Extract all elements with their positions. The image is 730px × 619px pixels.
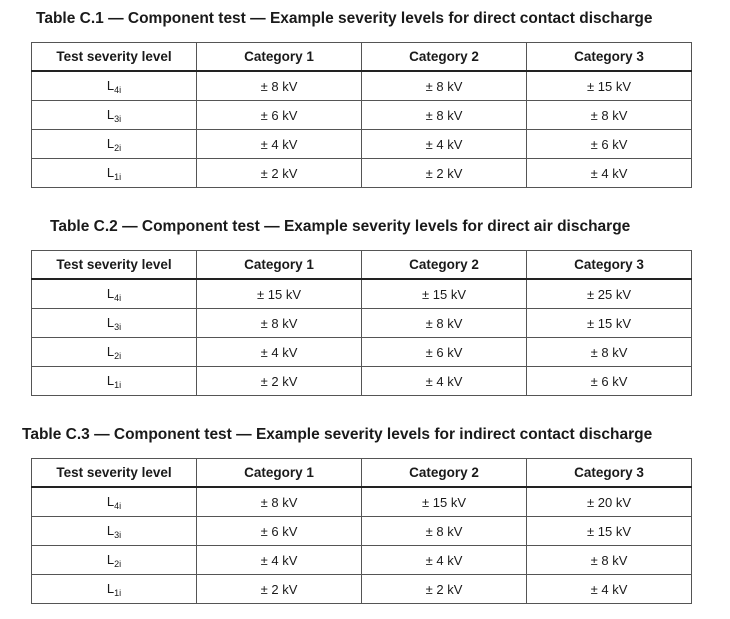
table-row [32, 309, 692, 338]
category-1-cell: ± 4 kV [197, 338, 362, 367]
category-1-cell: ± 15 kV [197, 279, 362, 309]
header-row [32, 459, 692, 488]
header-category-1: Category 1 [197, 251, 362, 280]
header-category-3: Category 3 [527, 251, 692, 280]
table-row [32, 159, 692, 188]
table-row [32, 338, 692, 367]
category-1-cell: ± 2 kV [197, 367, 362, 396]
table-c3 [31, 458, 692, 604]
category-2-cell: ± 15 kV [362, 487, 527, 517]
table-row [32, 101, 692, 130]
severity-level-cell: $L_{2i}$ [32, 130, 197, 159]
category-2-cell: ± 8 kV [362, 101, 527, 130]
category-3-cell: ± 6 kV [527, 130, 692, 159]
category-1-cell: ± 6 kV [197, 101, 362, 130]
category-1-cell: ± 8 kV [197, 71, 362, 101]
category-2-cell: ± 8 kV [362, 517, 527, 546]
table-c1 [31, 42, 692, 188]
category-2-cell: ± 2 kV [362, 575, 527, 604]
category-3-cell: ± 8 kV [527, 546, 692, 575]
severity-level-cell: $L_{3i}$ [32, 517, 197, 546]
severity-level-cell: $L_{3i}$ [32, 309, 197, 338]
header-category-1: Category 1 [197, 43, 362, 72]
table-row [32, 546, 692, 575]
severity-level-cell: $L_{1i}$ [32, 367, 197, 396]
table-row [32, 71, 692, 101]
header-category-3: Category 3 [527, 43, 692, 72]
header-category-2: Category 2 [362, 251, 527, 280]
category-2-cell: ± 8 kV [362, 71, 527, 101]
category-1-cell: ± 4 kV [197, 130, 362, 159]
category-2-cell: ± 4 kV [362, 130, 527, 159]
table-row [32, 575, 692, 604]
category-1-cell: ± 8 kV [197, 309, 362, 338]
category-3-cell: ± 4 kV [527, 575, 692, 604]
category-2-cell: ± 4 kV [362, 367, 527, 396]
category-2-cell: ± 15 kV [362, 279, 527, 309]
category-1-cell: ± 2 kV [197, 575, 362, 604]
category-2-cell: ± 8 kV [362, 309, 527, 338]
category-3-cell: ± 20 kV [527, 487, 692, 517]
header-category-1: Category 1 [197, 459, 362, 488]
table-row [32, 279, 692, 309]
table-c3-caption: Table C.3 — Component test — Example severity levels for indirect contact discharge [22, 426, 653, 443]
header-category-2: Category 2 [362, 43, 527, 72]
header-row [32, 251, 692, 280]
category-3-cell: ± 15 kV [527, 71, 692, 101]
table-row [32, 367, 692, 396]
header-test-severity-level: Test severity level [32, 459, 197, 488]
header-category-3: Category 3 [527, 459, 692, 488]
table-c1-caption: Table C.1 — Component test — Example severity levels for direct contact discharge [36, 10, 653, 27]
header-test-severity-level: Test severity level [32, 43, 197, 72]
severity-level-cell: $L_{4i}$ [32, 71, 197, 101]
severity-level-cell: $L_{2i}$ [32, 546, 197, 575]
severity-level-cell: $L_{1i}$ [32, 159, 197, 188]
category-3-cell: ± 15 kV [527, 309, 692, 338]
category-3-cell: ± 15 kV [527, 517, 692, 546]
severity-level-cell: $L_{3i}$ [32, 101, 197, 130]
severity-level-cell: $L_{2i}$ [32, 338, 197, 367]
header-category-2: Category 2 [362, 459, 527, 488]
category-3-cell: ± 8 kV [527, 338, 692, 367]
severity-level-cell: $L_{4i}$ [32, 487, 197, 517]
category-1-cell: ± 6 kV [197, 517, 362, 546]
category-2-cell: ± 6 kV [362, 338, 527, 367]
category-1-cell: ± 8 kV [197, 487, 362, 517]
severity-level-cell: $L_{1i}$ [32, 575, 197, 604]
severity-level-cell: $L_{4i}$ [32, 279, 197, 309]
table-c2-caption: Table C.2 — Component test — Example severity levels for direct air discharge [50, 218, 631, 235]
header-row [32, 43, 692, 72]
category-1-cell: ± 2 kV [197, 159, 362, 188]
category-3-cell: ± 8 kV [527, 101, 692, 130]
category-3-cell: ± 6 kV [527, 367, 692, 396]
category-2-cell: ± 2 kV [362, 159, 527, 188]
category-3-cell: ± 4 kV [527, 159, 692, 188]
table-c2 [31, 250, 692, 396]
table-row [32, 487, 692, 517]
header-test-severity-level: Test severity level [32, 251, 197, 280]
category-2-cell: ± 4 kV [362, 546, 527, 575]
table-row [32, 517, 692, 546]
table-row [32, 130, 692, 159]
category-1-cell: ± 4 kV [197, 546, 362, 575]
category-3-cell: ± 25 kV [527, 279, 692, 309]
